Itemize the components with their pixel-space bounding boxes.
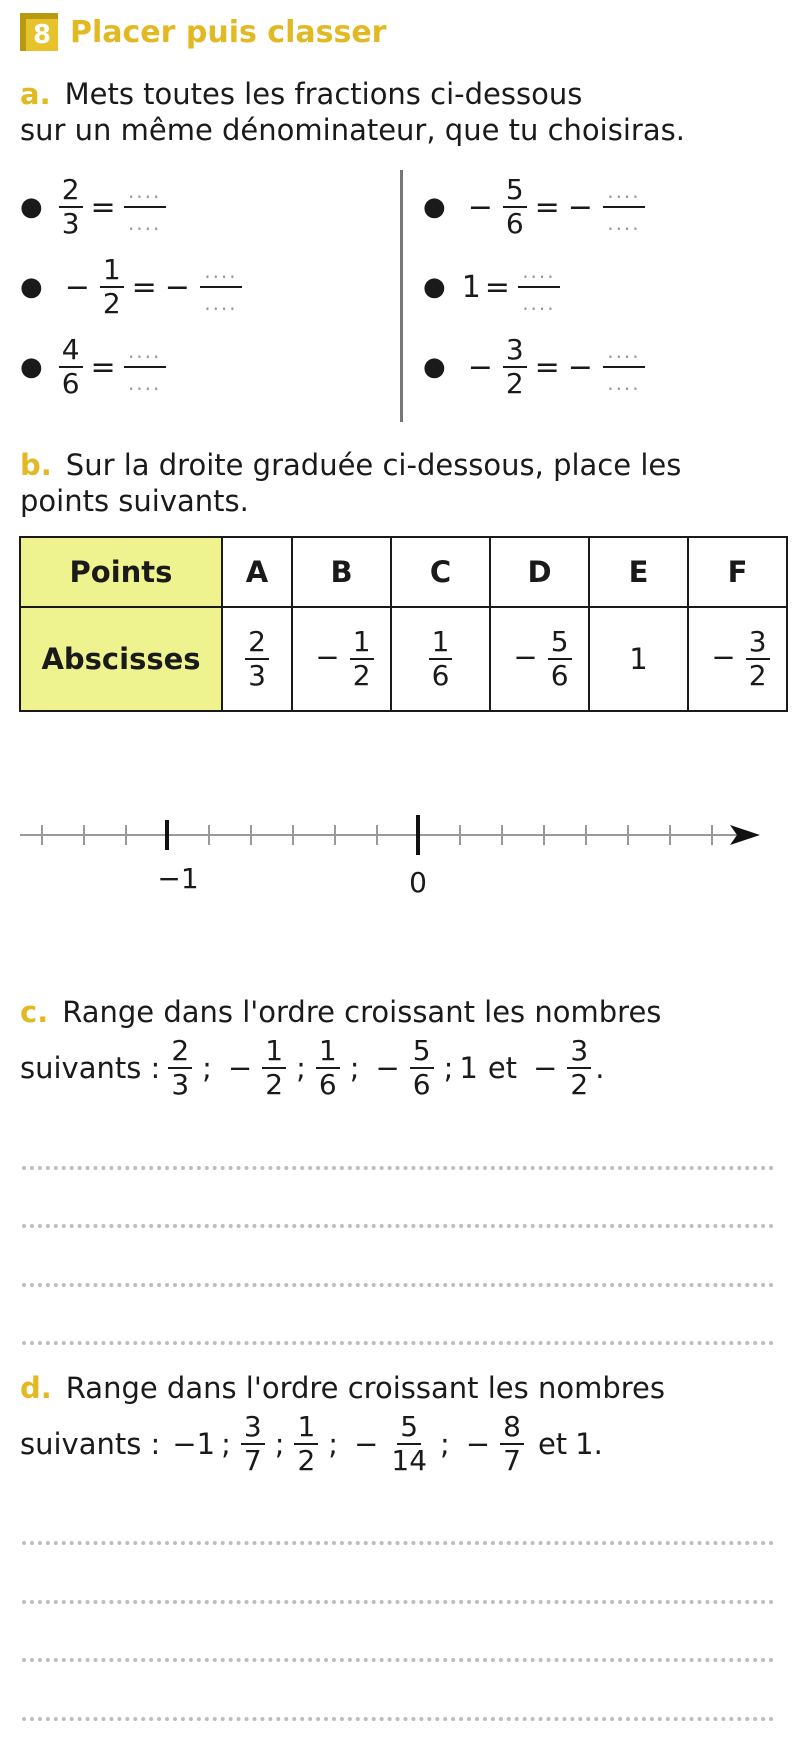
part-c-letter: c. bbox=[20, 995, 49, 1029]
abscissa-value: − $\frac{1}{2}$ bbox=[292, 607, 391, 711]
label-zero: 0 bbox=[409, 866, 427, 899]
point-label: B bbox=[292, 537, 391, 607]
answer-blank-fraction[interactable]: .... .... bbox=[518, 256, 560, 318]
answer-line[interactable] bbox=[22, 1283, 774, 1287]
point-label: F bbox=[688, 537, 787, 607]
abscissa-value: − $\frac{3}{2}$ bbox=[688, 607, 787, 711]
bullet-icon: ● bbox=[20, 352, 43, 382]
abscissa-value: − $\frac{5}{6}$ bbox=[490, 607, 589, 711]
part-a-left-column bbox=[20, 167, 246, 407]
equation-row: ● 1 = .... .... bbox=[423, 247, 649, 327]
point-label: D bbox=[490, 537, 589, 607]
fraction: $\frac{3}{2}$ bbox=[503, 334, 527, 400]
exercise-header bbox=[20, 10, 386, 54]
answer-line[interactable] bbox=[22, 1600, 774, 1604]
table-row bbox=[20, 537, 787, 607]
exercise-number-badge: 8 bbox=[20, 13, 58, 51]
abscisses-header: Abscisses bbox=[20, 607, 222, 711]
equation-row: ● − $\frac{5}{6}$ = − .... .... bbox=[423, 167, 649, 247]
answer-line[interactable] bbox=[22, 1541, 774, 1545]
part-c-instructions: c. Range dans l'ordre croissant les nombres bbox=[20, 995, 662, 1029]
point-label: A bbox=[222, 537, 292, 607]
answer-blank-fraction[interactable]: .... .... bbox=[603, 336, 645, 398]
part-a-right-column bbox=[423, 167, 649, 407]
answer-blank-fraction[interactable]: .... .... bbox=[603, 176, 645, 238]
table-row bbox=[20, 607, 787, 711]
answer-line[interactable] bbox=[22, 1658, 774, 1662]
abscissa-value: 1 bbox=[589, 607, 688, 711]
answer-line[interactable] bbox=[22, 1224, 774, 1228]
points-table bbox=[19, 536, 788, 712]
point-label: C bbox=[391, 537, 490, 607]
part-b-instructions: b. Sur la droite graduée ci-dessous, place les points suivants. bbox=[20, 448, 682, 518]
part-b-letter: b. bbox=[20, 448, 52, 482]
column-divider bbox=[400, 170, 403, 422]
fraction: $\frac{4}{6}$ bbox=[59, 334, 83, 400]
equation-row: ● − $\frac{1}{2}$ = − .... .... bbox=[20, 247, 246, 327]
equation-row: ● $\frac{2}{3}$ = .... .... bbox=[20, 167, 246, 247]
part-a-instructions: a. Mets toutes les fractions ci-dessous sur un même dénominateur, que tu choisiras. bbox=[20, 77, 685, 147]
bullet-icon: ● bbox=[423, 352, 446, 382]
exercise-title: Placer puis classer bbox=[70, 14, 387, 50]
answer-blank-fraction[interactable]: .... .... bbox=[200, 256, 242, 318]
point-label: E bbox=[589, 537, 688, 607]
abscissa-value: $\frac{1}{6}$ bbox=[391, 607, 490, 711]
answer-line[interactable] bbox=[22, 1717, 774, 1721]
fraction: $\frac{1}{2}$ bbox=[100, 254, 124, 320]
points-header: Points bbox=[20, 537, 222, 607]
answer-line[interactable] bbox=[22, 1341, 774, 1345]
answer-blank-fraction[interactable]: .... .... bbox=[124, 336, 166, 398]
whole-number: 1 bbox=[461, 269, 481, 305]
part-d-letter: d. bbox=[20, 1371, 52, 1405]
part-a-letter: a. bbox=[20, 77, 51, 111]
abscissa-value: $\frac{2}{3}$ bbox=[222, 607, 292, 711]
bullet-icon: ● bbox=[423, 272, 446, 302]
equation-row: ● $\frac{4}{6}$ = .... .... bbox=[20, 327, 246, 407]
part-d-instructions: d. Range dans l'ordre croissant les nombres bbox=[20, 1371, 665, 1405]
bullet-icon: ● bbox=[20, 192, 43, 222]
fraction: $\frac{5}{6}$ bbox=[503, 174, 527, 240]
answer-line[interactable] bbox=[22, 1166, 774, 1170]
fraction: $\frac{2}{3}$ bbox=[59, 174, 83, 240]
number-line[interactable] bbox=[0, 800, 803, 910]
label-minus-one: −1 bbox=[157, 862, 199, 895]
part-c-numbers: suivants : $\frac{2}{3}$ ; − $\frac{1}{2}$ ; $\frac{1}{6}$ ; − $\frac{5}{6}$ ; 1 et − $\frac{3}{2}$ . bbox=[20, 1034, 605, 1101]
answer-blank-fraction[interactable]: .... .... bbox=[124, 176, 166, 238]
bullet-icon: ● bbox=[20, 272, 43, 302]
equation-row: ● − $\frac{3}{2}$ = − .... .... bbox=[423, 327, 649, 407]
bullet-icon: ● bbox=[423, 192, 446, 222]
part-d-numbers: suivants : −1 ; $\frac{3}{7}$ ; $\frac{1}{2}$ ; − $\frac{5}{14}$ ; − $\frac{8}{7}$ et 1. bbox=[20, 1410, 603, 1477]
